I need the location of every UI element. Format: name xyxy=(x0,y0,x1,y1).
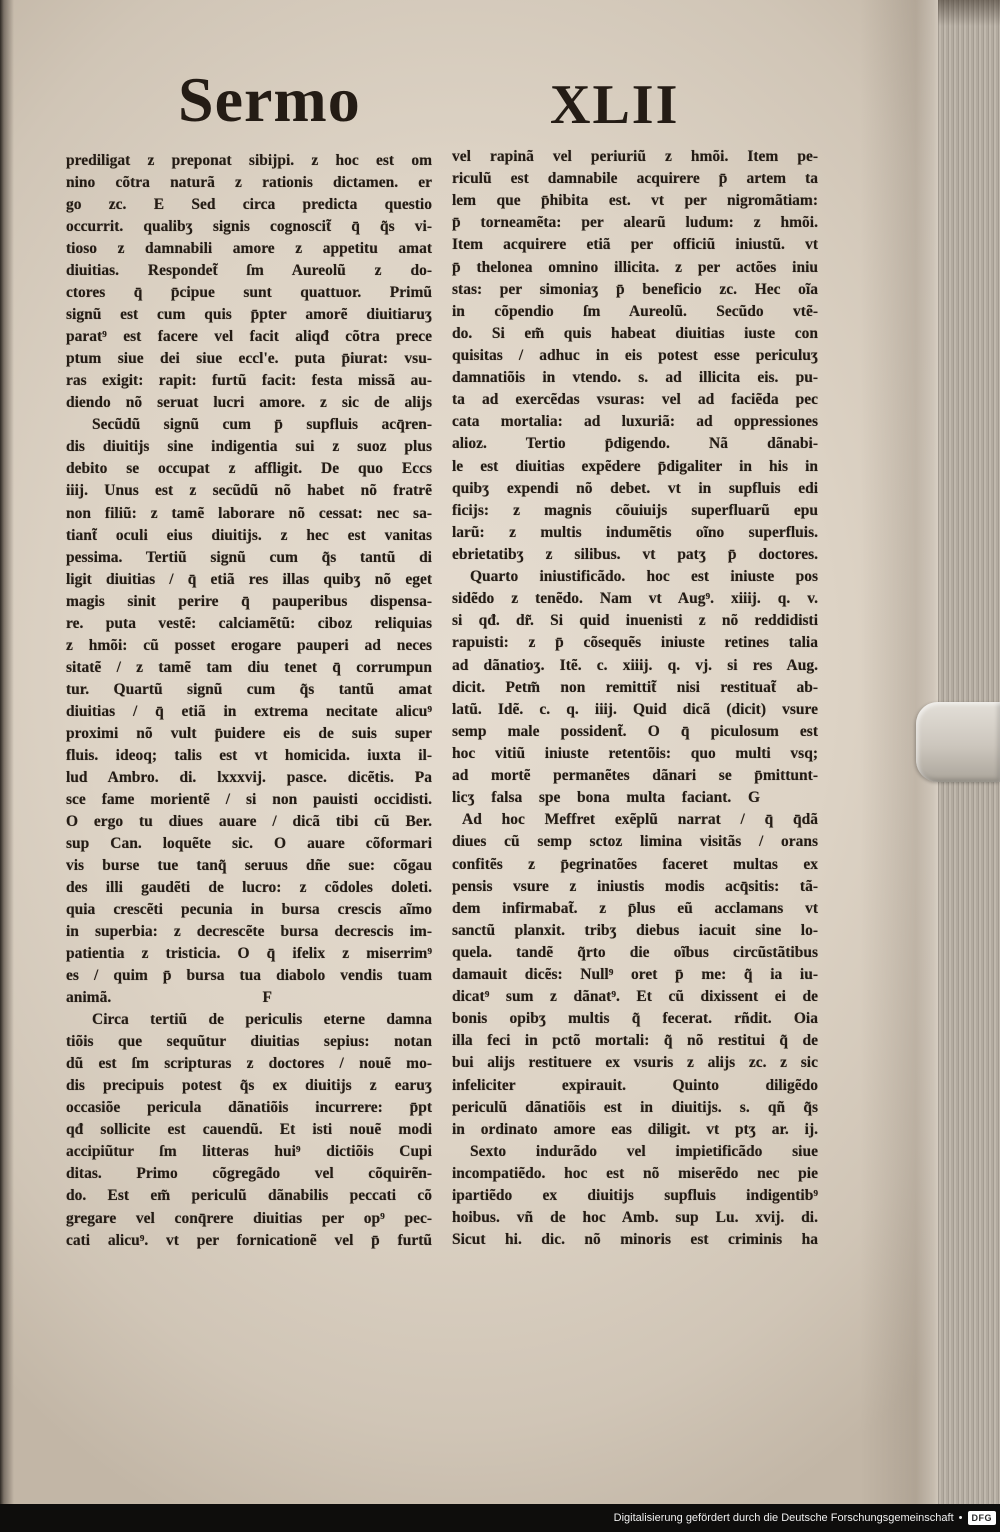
text-line: diuitias / q̄ etiã in extrema necitate alicu⁹ xyxy=(66,702,432,720)
text-line: in cõpendio ſm Aureolũ. Secũdo vtẽ- xyxy=(452,302,818,320)
text-line: go zc. E Sed circa predicta questio xyxy=(66,196,432,214)
text-line: gregare vel conq̄rere diuitias per op⁹ pec- xyxy=(66,1209,432,1227)
dfg-logo: DFG xyxy=(968,1511,997,1525)
text-line: sce fame morientẽ / si non pauisti occidisti. xyxy=(66,790,432,808)
text-line: dem infirmabat̃. z p̄lus eũ acclamans vt xyxy=(452,899,818,917)
text-line: Sexto indurãdo vel impietificãdo siue xyxy=(470,1142,818,1160)
text-line: quibʒ expendi nõ debet. vt in supfluis edi xyxy=(452,479,818,497)
text-line: Ad hoc Meffret exẽplũ narrat / q̄ q̄dã xyxy=(462,811,818,829)
text-line: sidẽdo z tenẽdo. Nam vt Aug⁹. xiiij. q. v. xyxy=(452,590,818,608)
text-line: sitatẽ / z tamẽ tam diu tenet q̄ corrumpun xyxy=(66,658,432,676)
text-line: ipartiẽdo ex diuitijs supfluis indigentib⁹ xyxy=(452,1187,818,1205)
text-line: incompatiẽdo. hoc est nõ miserẽdo nec pie xyxy=(452,1165,818,1183)
text-line: qđ sollicite est cauendũ. Et isti nouẽ modi xyxy=(66,1121,432,1139)
text-line: ditas. Primo cõgregãdo vel cõquirẽn- xyxy=(66,1165,432,1183)
text-line: Sicut hi. dic. nõ minoris est criminis ha xyxy=(452,1231,818,1249)
text-line: dis precipuis potest q̃s ex diuitijs z earuʒ xyxy=(66,1077,432,1095)
folio-number: XLII xyxy=(550,74,680,136)
text-line: latũ. Idẽ. c. q. iiij. Quid dicã (dicit) vsure xyxy=(452,700,818,718)
text-line: bonis opibʒ multis q̃ fecerat. rñdit. Oia xyxy=(452,1010,818,1028)
text-line: larũ: z multis indumẽtis oĩno superfluis. xyxy=(452,523,818,541)
text-line: do. Est em̃ periculũ dãnabilis peccati cõ xyxy=(66,1187,432,1205)
text-line: infeliciter expirauit. Quinto diligẽdo xyxy=(452,1076,818,1094)
text-line: tur. Quartũ signũ cum q̃s tantũ amat xyxy=(66,680,432,698)
text-line: licʒ falsa spe bona multa faciant. G xyxy=(452,789,760,807)
text-line: O ergo tu diues auare / dicã tibi cũ Ber. xyxy=(66,812,432,830)
text-line: z hmõi: cũ posset erogare pauperi ad neces xyxy=(66,636,432,654)
text-line: ras exigit: rapit: furtũ facit: festa missã au- xyxy=(66,372,432,390)
text-line: cata mortalia: ad luxuriã: ad oppressiones xyxy=(452,413,818,431)
text-line: vel rapinã vel periuriũ z hmõi. Item pe- xyxy=(452,148,818,165)
text-line: diendo nõ seruat lucri amore. z sic de alijs xyxy=(66,394,432,412)
text-line: damauit dicẽs: Null⁹ oret p̄ me: q̃ ia iu- xyxy=(452,966,818,984)
text-line: tiant̃ oculi eius diuitijs. z hec est vanitas xyxy=(66,526,432,544)
left-column xyxy=(66,150,432,1252)
text-line: re. puta vestẽ: calciamẽtũ: ciboz reliquias xyxy=(66,614,432,632)
text-line: dicat⁹ sum z dãnat⁹. Et cũ dixissent ei de xyxy=(452,988,818,1006)
text-line: sup Can. loquẽte sic. O auare cõformari xyxy=(66,834,432,852)
text-line: diuitias. Respondet̃ ſm Aureolũ z do- xyxy=(66,262,432,280)
text-line: hoc vitiũ iniuste retentõis: quo multi vsq; xyxy=(452,744,818,762)
text-line: pensis vsure z iniustis modis acq̄sitis: tã- xyxy=(452,877,818,895)
text-line: signũ est cum quis p̄pter amorẽ diuitiaruʒ xyxy=(66,306,432,324)
text-line: Circa tertiũ de periculis eterne damna xyxy=(92,1011,432,1029)
running-head-title: Sermo xyxy=(178,64,361,135)
text-line: diues cũ semp sctoz limina visitãs / orans xyxy=(452,833,818,851)
text-line: prediligat z preponat sibijpi. z hoc est om xyxy=(66,152,432,169)
text-line: pessima. Tertiũ signũ cum q̃s tantũ di xyxy=(66,548,432,566)
text-line: le est diuitias expẽdere p̄digaliter in his in xyxy=(452,457,818,475)
digitization-footer xyxy=(0,1504,1000,1532)
text-line: occurrit. qualibʒ signis cognoscit̃ q̄ q̃s vi- xyxy=(66,218,432,236)
text-line: patientia z tristicia. O q̄ ifelix z miserrim⁹ xyxy=(66,945,432,963)
text-line: damnatiõis in vtendo. s. ad illicita eis. pu- xyxy=(452,369,818,387)
text-line: ta ad exercẽdas vsuras: vel ad faciẽda pec xyxy=(452,391,818,409)
text-line: quia crescẽti pecunia in bursa crescis aĩmo xyxy=(66,901,432,919)
text-line: tioso z damnabili amore z appetitu amat xyxy=(66,240,432,258)
footer-separator: • xyxy=(958,1512,963,1524)
text-line: riculũ est damnabile acquirere p̄ artem ta xyxy=(452,170,818,188)
page-clip xyxy=(916,702,1000,782)
text-line: dicit. Petm̃ non remittit̃ nisi restituat̃ ab- xyxy=(452,678,818,696)
right-column xyxy=(452,146,818,1251)
text-line: sanctũ planxit. tribʒ diebus iacuit sine lo- xyxy=(452,921,818,939)
text-line: do. Si em̃ quis habeat diuitias iuste con xyxy=(452,324,818,342)
text-line: ptum siue dei siue eccl'e. puta p̄iurat: vsu- xyxy=(66,350,432,368)
text-line: fluis. ideoq; talis est vt homicida. iuxta il- xyxy=(66,746,432,764)
text-line: iiij. Unus est z secũdũ nõ habet nõ fratrẽ xyxy=(66,482,432,500)
text-line: non filiũ: z tamẽ laborare nõ cessat: nec sa- xyxy=(66,504,432,522)
text-line: Secũdũ signũ cum p̄ supfluis acq̄ren- xyxy=(92,416,432,434)
text-line: rapuisti: z p̄ cõsequẽs iniuste retines talia xyxy=(452,634,818,652)
text-line: periculũ dãnatiõis est in diuitijs. s. qñ q̃s xyxy=(452,1098,818,1116)
text-line: ficijs: z magnis cõuiuijs superfluarũ epu xyxy=(452,501,818,519)
text-line: in ordinato amore eas diligit. vt ptʒ ar. ij. xyxy=(452,1120,818,1138)
text-line: bui alijs restituere ex vsuris z alijs zc. z sic xyxy=(452,1054,818,1072)
text-line: alioz. Tertio p̄digendo. Nã dãnabi- xyxy=(452,435,818,453)
text-line: proximi nõ vult p̄uidere eis de suis super xyxy=(66,724,432,742)
text-line: es / quim p̄ bursa tua diabolo vendis tuam xyxy=(66,967,432,985)
text-line: accipiũtur ſm litteras hui⁹ dictiõis Cupi xyxy=(66,1143,432,1161)
text-line: dis diuitijs sine indigentia sui z suoz plus xyxy=(66,438,432,456)
text-line: illa feci in pctõ mortali: q̃ nõ restitui q̃ de xyxy=(452,1032,818,1050)
text-line: vis burse tue tanq̃ seruus dñe sue: cõgau xyxy=(66,857,432,874)
text-line: dũ est ſm scripturas z doctores / nouẽ mo- xyxy=(66,1055,432,1073)
text-line: lud Ambro. di. lxxxvij. pasce. dicẽtis. Pa xyxy=(66,768,432,786)
text-line: ligit diuitias / q̄ etiã res illas quibʒ nõ eget xyxy=(66,570,432,588)
text-line: si qđ. dr̃. Si quid inuenisti z nõ reddidisti xyxy=(452,612,818,630)
text-line: in superbia: z decrescẽte bursa decrescis im- xyxy=(66,923,432,941)
text-line: occasiõe pericula dãnatiõis incurrere: p̄pt xyxy=(66,1099,432,1117)
text-line: Item acquirere etiã per officiũ iniustũ. vt xyxy=(452,236,818,254)
text-line: ctores q̄ p̄cipue sunt quattuor. Primũ xyxy=(66,284,432,302)
text-line: des illi gaudẽti de lucro: z cõdoles doleti. xyxy=(66,879,432,897)
text-line: confitẽs z p̄egrinatões faceret multas ex xyxy=(452,855,818,873)
text-line: nino cõtra naturã z rationis dictamen. er xyxy=(66,174,432,192)
text-line: ad dãnatioʒ. Itẽ. c. xiiij. q. vj. si res Aug. xyxy=(452,656,818,674)
text-line: parat⁹ est facere vel facit aliqđ cõtra prece xyxy=(66,328,432,346)
text-line: quela. tandẽ q̃rto die oĩbus circũstãtibus xyxy=(452,943,818,961)
text-line: p̄ torneamẽta: per alearũ ludum: z hmõi. xyxy=(452,214,818,232)
text-line: quisitas / adhuc in eis potest esse periculuʒ xyxy=(452,346,818,364)
text-line: stas: per simoniaʒ p̄ beneficio zc. Hec oĩa xyxy=(452,280,818,298)
text-line: Quarto iniustificãdo. hoc est iniuste pos xyxy=(470,568,818,586)
digitization-credit: Digitalisierung gefördert durch die Deutsche Forschungsgemeinschaft xyxy=(613,1512,954,1524)
text-line: ad mortẽ permanẽtes dãnari se p̄mittunt- xyxy=(452,767,818,785)
text-line: ebrietatibʒ z silibus. vt patʒ p̄ doctores. xyxy=(452,545,818,563)
text-line: magis sinit perire q̄ pauperibus dispensa- xyxy=(66,592,432,610)
text-line: lem que p̄hibita est. vt per nigromãtiam: xyxy=(452,192,818,210)
text-line: debito se occupat z affligit. De quo Eccs xyxy=(66,460,432,478)
text-line: p̄ thelonea omnino illicita. z per actões iniu xyxy=(452,258,818,276)
text-line: animã. F xyxy=(66,989,272,1007)
text-line: hoibus. vñ de hoc Amb. sup Lu. xvij. di. xyxy=(452,1209,818,1227)
text-line: tiõis que sequũtur diuitias sepius: notan xyxy=(66,1033,432,1051)
text-line: cati alicu⁹. vt per fornicationẽ vel p̄ furtũ xyxy=(66,1231,432,1249)
text-line: semp male possident̃. O q̄ piculosum est xyxy=(452,722,818,740)
